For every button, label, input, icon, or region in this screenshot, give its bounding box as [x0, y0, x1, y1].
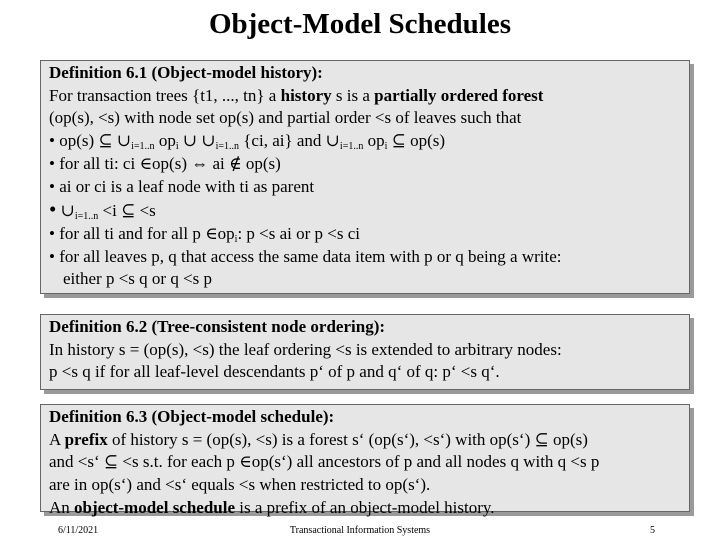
definition-line: A prefix of history s = (op(s), <s) is a forest s‘ (op(s‘), <s‘) with op(s‘) ⊆ op(s) — [49, 429, 588, 449]
definition-heading: Definition 6.3 (Object-model schedule): — [49, 407, 335, 426]
definition-line: In history s = (op(s), <s) the leaf ordering <s is extended to arbitrary nodes: — [49, 339, 562, 359]
definition-heading: Definition 6.1 (Object-model history): — [49, 63, 323, 82]
definition-6-1-box — [40, 60, 690, 294]
footer-page-number: 5 — [650, 525, 655, 536]
bullet-item: • ai or ci is a leaf node with ti as parent — [49, 176, 315, 196]
bullet-item: • for all ti: ci ∈op(s) ⇔ ai ∉ op(s) — [49, 153, 281, 173]
definition-6-3-box — [40, 404, 690, 517]
footer-date: 6/11/2021 — [58, 525, 99, 536]
footer-title: Transactional Information Systems — [289, 525, 431, 536]
definition-line: (op(s), <s) with node set op(s) and partial order <s of leaves such that — [49, 108, 522, 128]
bullet-continuation: either p <s q or q <s p — [63, 269, 213, 289]
bullet-item: • for all ti and for all p $\in op_i$: p <s ai or p <s ci — [49, 223, 361, 245]
bullet-item: • op(s) ⊆ $\cup_{i=1..n}$ $op_i$ ∪ $\cup_{i=1..n}$ {ci, ai} and $\cup_{i=1..n}$ $op_i$ ⊆ op(s) — [49, 131, 446, 153]
definition-line: An object-model schedule is a prefix of an object-model history. — [49, 497, 495, 517]
bullet-item: • for all leaves p, q that access the same data item with p or q being a write: — [49, 246, 562, 266]
slide-title: Object-Model Schedules — [208, 8, 512, 40]
definition-line: p <s q if for all leaf-level descendants p‘ of p and q‘ of q: p‘ <s q‘. — [49, 362, 500, 382]
definition-line: For transaction trees {t1, ..., tn} a history s is a partially ordered forest — [49, 85, 544, 105]
definition-line: and <s‘ ⊆ <s s.t. for each p ∈op(s‘) all ancestors of p and all nodes q with q <s p — [49, 452, 600, 472]
definition-line: are in op(s‘) and <s‘ equals <s when restricted to op(s‘). — [49, 475, 431, 495]
definition-heading: Definition 6.2 (Tree-consistent node ordering): — [49, 317, 386, 336]
bullet-item: • $\cup_{i=1..n} <i$ ⊆ <s — [49, 197, 156, 223]
definition-6-2-box — [40, 314, 690, 390]
